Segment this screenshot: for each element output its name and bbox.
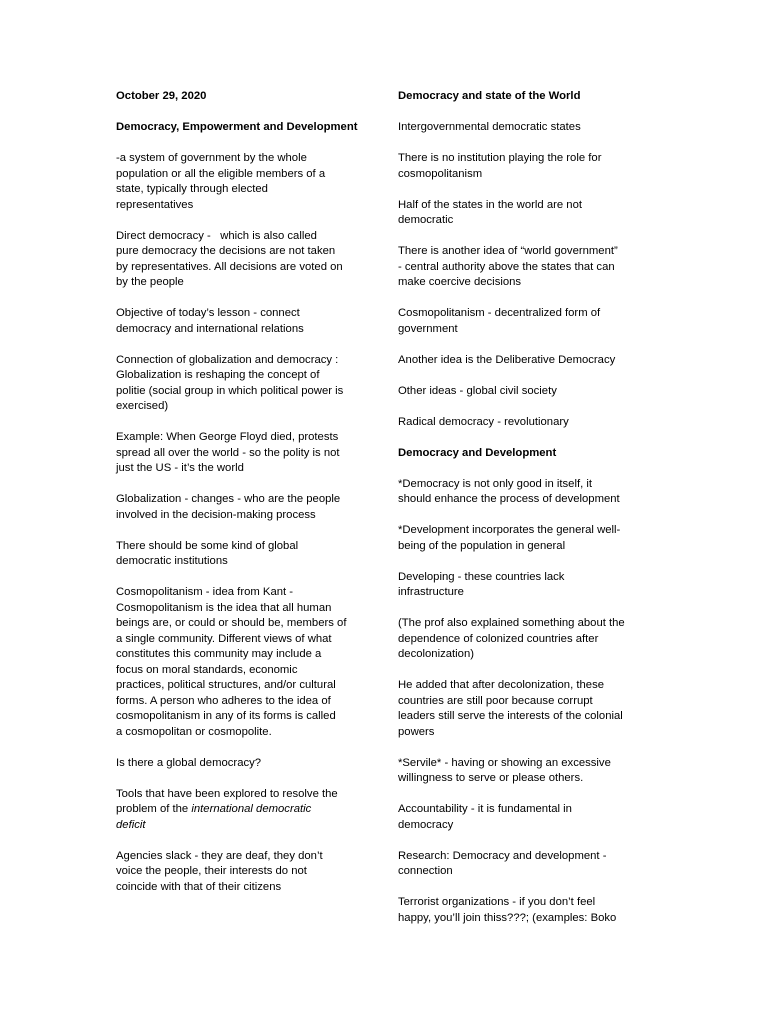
paragraph-intergovernmental: Intergovernmental democratic states — [398, 121, 581, 133]
paragraph-terrorist: Terrorist organizations - if you don’t feel happy, you’ll join thiss???; (examples: Boko — [398, 896, 617, 924]
paragraph-definition: -a system of government by the whole population or all the eligible members of a state, typically through elected representatives — [116, 152, 326, 211]
left-column — [116, 89, 371, 911]
paragraph-connection: Connection of globalization and democracy : Globalization is reshaping the concept of politie (social group in which political power is exercised) — [116, 353, 344, 412]
italic-phrase: international democratic — [191, 803, 312, 815]
paragraph-development: *Development incorporates the general well- being of the population in general — [398, 524, 621, 552]
paragraph-servile: *Servile* - having or showing an excessive willingness to serve or please others. — [398, 756, 611, 784]
section-heading-development: Democracy and Development — [398, 446, 557, 459]
paragraph-direct-democracy: Direct democracy - which is also called pure democracy the decisions are not taken by representatives. All decisions are voted on by the people — [116, 229, 343, 288]
paragraph-example: Example: When George Floyd died, protests spread all over the world - so the polity is not just the US - it’s the world — [116, 431, 340, 474]
paragraph-research: Research: Democracy and development - connection — [398, 849, 607, 877]
right-column — [398, 89, 650, 927]
paragraph-globalization: Globalization - changes - who are the people involved in the decision-making process — [116, 493, 341, 521]
paragraph-decolonization: He added that after decolonization, these countries are still poor because corrupt leaders still serve the interests of the colonial powers — [398, 679, 623, 738]
paragraph-prof: (The prof also explained something about the dependence of colonized countries after decolonization) — [398, 617, 625, 660]
paragraph-other-ideas: Other ideas - global civil society — [398, 384, 557, 397]
paragraph-no-institution: There is no institution playing the role for cosmopolitanism — [398, 152, 602, 180]
paragraph-world-government: There is another idea of “world government” - central authority above the states that can make coercive decisions — [398, 245, 618, 288]
paragraph-cosmopolitanism: Cosmopolitanism - idea from Kant - Cosmopolitanism is the idea that all human beings are, or could or should be, members of a single community. Different views of what constitutes this community may include a focus on moral standards, economic practices, political structures, and/or cultural forms. A person who adheres to the idea of cosmopolitanism in any of its forms is called a cosmopolitan or cosmopolite. — [116, 586, 347, 738]
lecture-heading: Democracy, Empowerment and Development — [116, 121, 358, 133]
section-heading-world: Democracy and state of the World — [398, 90, 581, 102]
paragraph-global-institutions: There should be some kind of global democratic institutions — [116, 539, 299, 567]
paragraph-radical: Radical democracy - revolutionary — [398, 415, 569, 428]
italic-word: deficit — [116, 818, 146, 831]
paragraph-tools: Tools that have been explored to resolve the problem of the international democratic deficit — [116, 787, 338, 831]
lecture-date: October 29, 2020 — [116, 90, 207, 102]
paragraph-accountability: Accountability - it is fundamental in democracy — [398, 803, 572, 831]
paragraph-democracy-good: *Democracy is not only good in itself, it should enhance the process of development — [398, 477, 620, 505]
paragraph-agencies: Agencies slack - they are deaf, they don’t voice the people, their interests do not coincide with that of their citizens — [116, 849, 323, 893]
paragraph-cosmo-decentralized: Cosmopolitanism - decentralized form of government — [398, 307, 601, 335]
paragraph-half-states: Half of the states in the world are not democratic — [398, 198, 582, 226]
paragraph-question: Is there a global democracy? — [116, 756, 262, 769]
paragraph-developing: Developing - these countries lack infrastructure — [398, 570, 565, 598]
paragraph-objective: Objective of today’s lesson - connect democracy and international relations — [116, 307, 304, 335]
paragraph-deliberative: Another idea is the Deliberative Democracy — [398, 353, 616, 366]
